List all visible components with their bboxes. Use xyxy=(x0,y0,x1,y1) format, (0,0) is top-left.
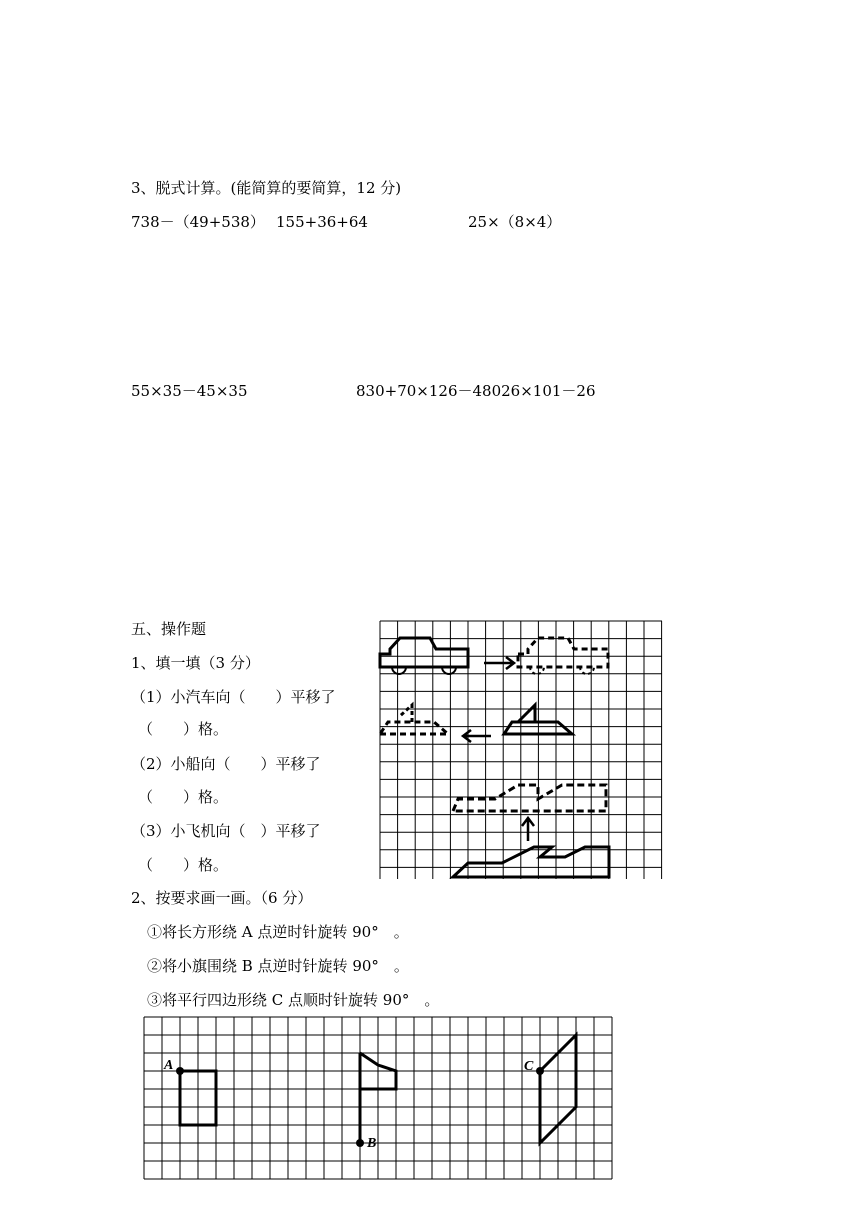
point-c-dot xyxy=(536,1067,544,1075)
arrow-up-icon xyxy=(522,818,534,841)
car-shape xyxy=(380,638,468,667)
q1-item-2: （ ）格。 xyxy=(138,720,229,738)
arrow-right-icon xyxy=(484,657,514,669)
expr-5: 830+70×126－48026×101－26 xyxy=(356,382,596,400)
q1-item-3: （2）小船向（ ）平移了 xyxy=(131,755,321,773)
label-a: A xyxy=(164,1058,174,1073)
translation-grid-figure xyxy=(380,621,662,879)
label-b: B xyxy=(367,1136,377,1151)
q1-item-1: （1）小汽车向（ ）平移了 xyxy=(131,688,336,706)
q1-item-6: （ ）格。 xyxy=(138,856,229,874)
section5-title: 五、操作题 xyxy=(131,620,207,638)
q2-title: 2、按要求画一画。（6 分） xyxy=(131,889,313,907)
rotation-grid-figure xyxy=(144,1017,612,1179)
expr-1: 738－（49+538） xyxy=(131,213,265,231)
car-dashed-shape xyxy=(518,638,608,667)
plane-dashed-shape xyxy=(453,785,606,811)
point-b-dot xyxy=(356,1139,364,1147)
q1-item-4: （ ）格。 xyxy=(138,788,229,806)
arrow-left-icon xyxy=(463,730,491,742)
q2-item-3: ③将平行四边形绕 C 点顺时针旋转 90° 。 xyxy=(147,991,440,1009)
q2-item-2: ②将小旗围绕 B 点逆时针旋转 90° 。 xyxy=(147,957,409,975)
expr-3: 25×（8×4） xyxy=(468,213,562,231)
point-a-dot xyxy=(176,1067,184,1075)
section3-title: 3、脱式计算。(能简算的要简算，12 分) xyxy=(131,179,402,197)
q2-item-1: ①将长方形绕 A 点逆时针旋转 90° 。 xyxy=(147,923,409,941)
expr-2: 155+36+64 xyxy=(276,213,368,231)
plane-shape xyxy=(453,847,609,877)
expr-4: 55×35－45×35 xyxy=(131,382,248,400)
boat-dashed-mast xyxy=(400,705,412,722)
q1-title: 1、填一填（3 分） xyxy=(131,654,260,672)
label-c: C xyxy=(524,1059,534,1074)
boat-dashed-hull xyxy=(380,722,448,734)
q1-item-5: （3）小飞机向（ ）平移了 xyxy=(131,822,321,840)
